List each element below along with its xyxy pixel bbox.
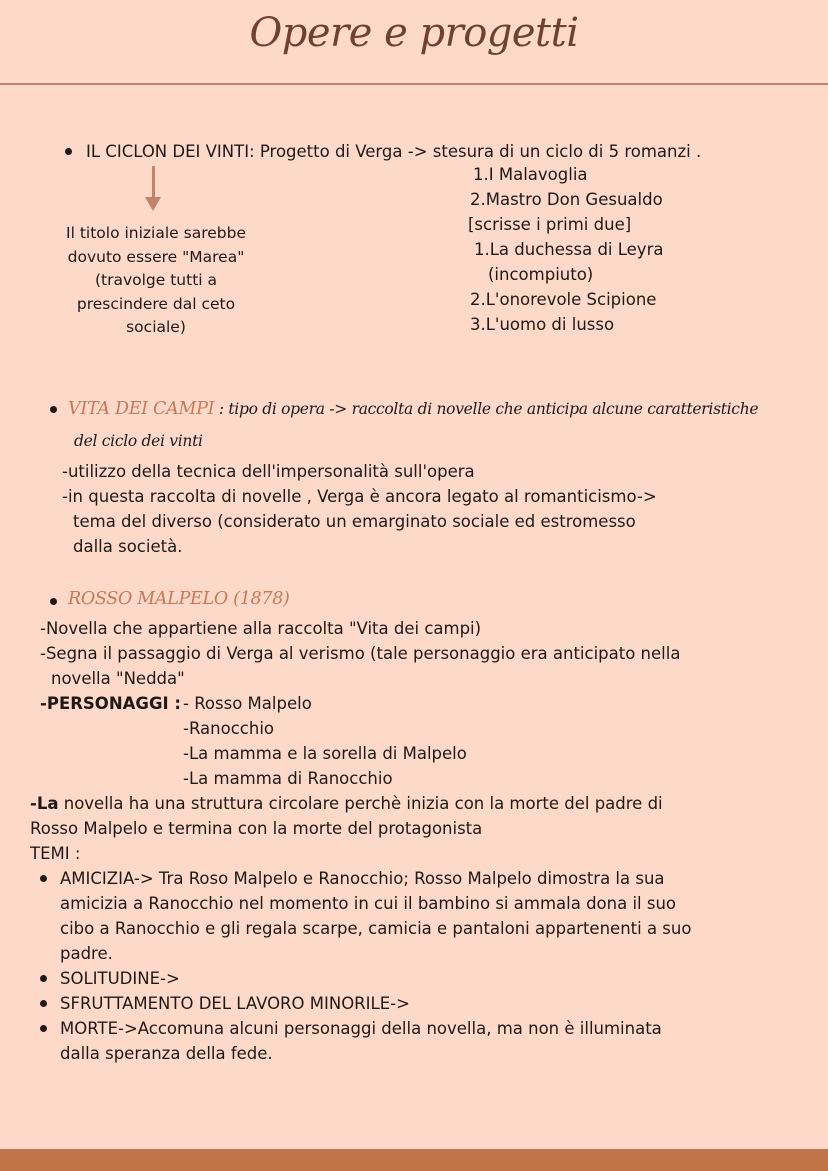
struttura-text: novella ha una struttura circolare perchè inizia con la morte del padre di bbox=[58, 794, 663, 813]
title-divider bbox=[0, 83, 828, 85]
vita-desc: : tipo di opera -> raccolta di novelle che anticipa alcune caratteristiche bbox=[214, 400, 759, 418]
tema-line: dalla speranza della fede. bbox=[60, 1044, 273, 1063]
tema-line: AMICIZIA-> Tra Roso Malpelo e Ranocchio; Rosso Malpelo dimostra la sua bbox=[60, 869, 665, 888]
footer-bar bbox=[0, 1149, 828, 1171]
tema-line: SOLITUDINE-> bbox=[60, 969, 180, 988]
ciclo-list-item: 1.La duchessa di Leyra bbox=[474, 240, 664, 259]
struttura-line bbox=[30, 791, 663, 816]
vita-title: VITA DEI CAMPI bbox=[68, 399, 215, 419]
arrow-down-icon bbox=[152, 166, 155, 200]
ciclo-list-item: 2.Mastro Don Gesualdo bbox=[470, 190, 663, 209]
struttura-line: Rosso Malpelo e termina con la morte del protagonista bbox=[30, 819, 483, 838]
page-title: Opere e progetti bbox=[249, 10, 579, 56]
ciclo-note: Il titolo iniziale sarebbe dovuto essere "Marea" (travolge tutti a prescindere dal ceto sociale) bbox=[66, 224, 246, 336]
struttura-bold: -La bbox=[30, 794, 59, 813]
tema-line: SFRUTTAMENTO DEL LAVORO MINORILE-> bbox=[60, 994, 410, 1013]
ciclo-list-item: 2.L'onorevole Scipione bbox=[470, 290, 657, 309]
tema-line: cibo a Ranocchio e gli regala scarpe, camicia e pantaloni appartenenti a suo bbox=[60, 919, 692, 938]
personaggio-item: -La mamma di Ranocchio bbox=[183, 769, 393, 788]
ciclo-list-item: 3.L'uomo di lusso bbox=[470, 315, 615, 334]
vita-heading bbox=[68, 397, 758, 422]
personaggio-item: -Ranocchio bbox=[183, 719, 274, 738]
bullet-icon bbox=[40, 1025, 47, 1032]
personaggi-label bbox=[40, 691, 181, 716]
personaggi-label-text: -PERSONAGGI : bbox=[40, 694, 181, 713]
tema-line: MORTE->Accomuna alcuni personaggi della novella, ma non è illuminata bbox=[60, 1019, 662, 1038]
vita-line: tema del diverso (considerato un emarginato sociale ed estromesso bbox=[73, 512, 636, 531]
arrow-head-icon bbox=[145, 197, 161, 211]
rosso-line: -Segna il passaggio di Verga al verismo (tale personaggio era anticipato nella bbox=[40, 644, 681, 663]
ciclo-list-item: 1.I Malavoglia bbox=[473, 165, 588, 184]
vita-desc-cont: del ciclo dei vinti bbox=[74, 432, 203, 450]
bullet-icon bbox=[40, 975, 47, 982]
vita-line: -in questa raccolta di novelle , Verga è ancora legato al romanticismo-> bbox=[62, 487, 657, 506]
rosso-line: -Novella che appartiene alla raccolta "Vita dei campi) bbox=[40, 619, 482, 638]
bullet-icon bbox=[40, 1000, 47, 1007]
personaggio-item: - Rosso Malpelo bbox=[183, 694, 312, 713]
bullet-icon bbox=[50, 598, 57, 605]
bullet-icon bbox=[40, 875, 47, 882]
ciclo-heading: IL CICLON DEI VINTI: Progetto di Verga -> stesura di un ciclo di 5 romanzi . bbox=[86, 142, 702, 161]
vita-line: -utilizzo della tecnica dell'impersonalità sull'opera bbox=[62, 462, 475, 481]
rosso-line: novella "Nedda" bbox=[51, 669, 185, 688]
personaggio-item: -La mamma e la sorella di Malpelo bbox=[183, 744, 467, 763]
vita-line: dalla società. bbox=[73, 537, 183, 556]
tema-line: padre. bbox=[60, 944, 113, 963]
bullet-icon bbox=[65, 148, 72, 155]
ciclo-list-item: [scrisse i primi due] bbox=[468, 215, 632, 234]
bullet-icon bbox=[50, 406, 57, 413]
rosso-title: ROSSO MALPELO (1878) bbox=[68, 589, 290, 609]
temi-label: TEMI : bbox=[30, 844, 81, 863]
ciclo-list-item: (incompiuto) bbox=[488, 265, 594, 284]
tema-line: amicizia a Ranocchio nel momento in cui il bambino si ammala dona il suo bbox=[60, 894, 677, 913]
